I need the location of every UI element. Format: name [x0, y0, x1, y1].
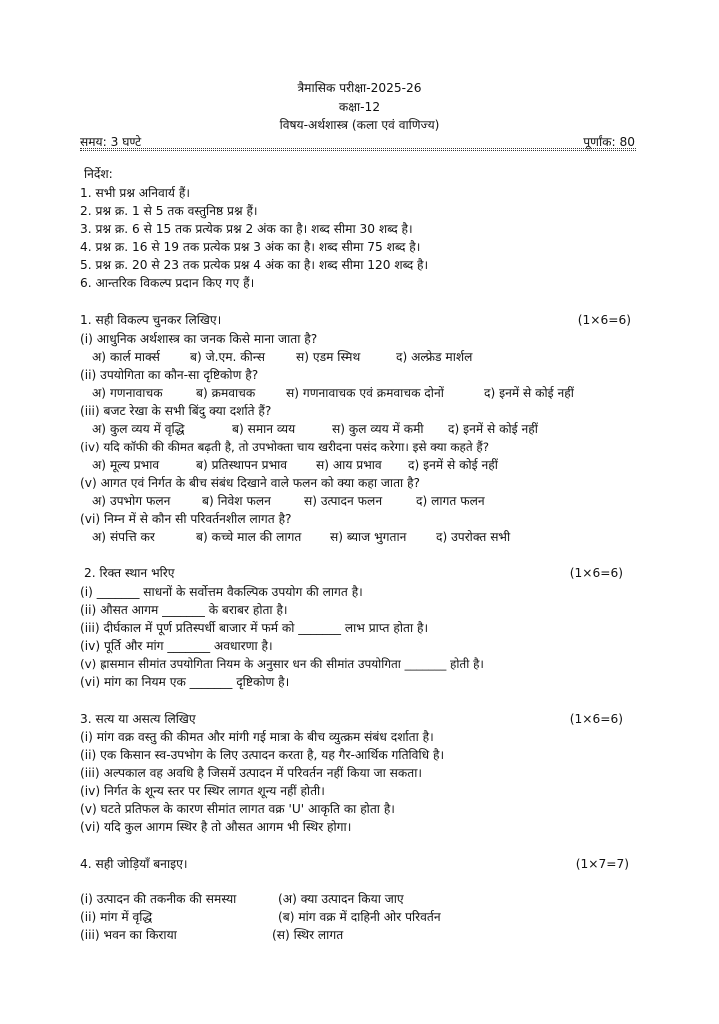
q1-option: ब) कच्चे माल की लागत — [196, 530, 302, 544]
q2-item: (v) ह्रासमान सीमांत उपयोगिता नियम के अनुसार धन की सीमांत उपयोगिता _______ होती है। — [80, 657, 484, 671]
q1-option: ब) समान व्यय — [232, 422, 296, 436]
q4-pair-left: (ii) मांग में वृद्धि — [80, 910, 153, 924]
q1-question: (vi) निम्न में से कौन सी परिवर्तनशील लागत है? — [80, 512, 292, 526]
q1-option: द) लागत फलन — [416, 494, 485, 508]
q1-question: (v) आगत एवं निर्गत के बीच संबंध दिखाने वाले फलन को क्या कहा जाता है? — [80, 476, 421, 490]
q1-option: स) ब्याज भुगतान — [330, 530, 407, 544]
q1-option: अ) कार्ल मार्क्स — [92, 350, 160, 364]
q4-pair-left: (iii) भवन का किराया — [80, 928, 177, 942]
q3-item: (iv) निर्गत के शून्य स्तर पर स्थिर लागत शून्य नहीं होती। — [80, 784, 325, 798]
q1-option: ब) क्रमवाचक — [196, 386, 256, 400]
q1-option: अ) मूल्य प्रभाव — [92, 458, 160, 472]
q2-item: (iii) दीर्घकाल में पूर्ण प्रतिस्पर्धी बाजार में फर्म को _______ लाभ प्राप्त होता है। — [80, 621, 429, 635]
exam-title: त्रैमासिक परीक्षा-2025-26 — [297, 81, 422, 95]
instruction-item: 3. प्रश्न क्र. 6 से 15 तक प्रत्येक प्रश्न 2 अंक का है। शब्द सीमा 30 शब्द है। — [80, 222, 413, 236]
q4-pair-right: (ब) मांग वक्र में दाहिनी ओर परिवर्तन — [278, 910, 441, 924]
max-marks-label: पूर्णांक: 80 — [583, 135, 635, 149]
instruction-item: 2. प्रश्न क्र. 1 से 5 तक वस्तुनिष्ठ प्रश्न हैं। — [80, 204, 258, 218]
q1-option: द) इनमें से कोई नहीं — [448, 422, 538, 436]
q1-option: ब) प्रतिस्थापन प्रभाव — [196, 458, 288, 472]
instruction-item: 4. प्रश्न क्र. 16 से 19 तक प्रत्येक प्रश्न 3 अंक का है। शब्द सीमा 75 शब्द है। — [80, 240, 421, 254]
q3-item: (ii) एक किसान स्व-उपभोग के लिए उत्पादन करता है, यह गैर-आर्थिक गतिविधि है। — [80, 748, 445, 762]
q2-item: (vi) मांग का नियम एक _______ दृष्टिकोण है। — [80, 675, 290, 689]
q1-option: स) उत्पादन फलन — [304, 494, 383, 508]
q3-item: (iii) अल्पकाल वह अवधि है जिसमें उत्पादन में परिवर्तन नहीं किया जा सकता। — [80, 766, 422, 780]
header-divider-2 — [80, 150, 636, 151]
instruction-item: 5. प्रश्न क्र. 20 से 23 तक प्रत्येक प्रश्न 4 अंक का है। शब्द सीमा 120 शब्द है। — [80, 258, 429, 272]
q2-item: (i) _______ साधनों के सर्वोत्तम वैकल्पिक उपयोग की लागत है। — [80, 585, 363, 599]
q4-title: 4. सही जोड़ियाँ बनाइए। — [80, 857, 188, 871]
q1-question: (iii) बजट रेखा के सभी बिंदु क्या दर्शाते हैं? — [80, 404, 272, 418]
q2-marks: (1×6=6) — [569, 566, 623, 580]
q4-pair-left: (i) उत्पादन की तकनीक की समस्या — [80, 892, 237, 906]
q3-item: (vi) यदि कुल आगम स्थिर है तो औसत आगम भी स्थिर होगा। — [80, 820, 352, 834]
q3-item: (i) मांग वक्र वस्तु की कीमत और मांगी गई मात्रा के बीच व्युत्क्रम संबंध दर्शाता है। — [80, 730, 434, 744]
q1-option: द) इनमें से कोई नहीं — [484, 386, 574, 400]
q1-question: (iv) यदि कॉफी की कीमत बढ़ती है, तो उपभोक्ता चाय खरीदना पसंद करेगा। इसे क्या कहते हैं? — [80, 440, 490, 454]
q1-option: द) इनमें से कोई नहीं — [408, 458, 498, 472]
q4-marks: (1×7=7) — [575, 857, 629, 871]
q1-option: अ) कुल व्यय में वृद्धि — [92, 422, 185, 436]
q1-option: स) कुल व्यय में कमी — [332, 422, 424, 436]
instruction-item: 6. आन्तरिक विकल्प प्रदान किए गए हैं। — [80, 276, 255, 290]
time-label: समय: 3 घण्टे — [80, 135, 142, 149]
subject-label: विषय-अर्थशास्त्र (कला एवं वाणिज्य) — [279, 118, 440, 132]
q1-option: स) गणनावाचक एवं क्रमवाचक दोनों — [286, 386, 444, 400]
q1-title: 1. सही विकल्प चुनकर लिखिए। — [80, 313, 222, 327]
class-label: कक्षा-12 — [338, 100, 381, 114]
q1-marks: (1×6=6) — [577, 313, 631, 327]
q1-option: द) अल्फ्रेड मार्शल — [396, 350, 473, 364]
q1-option: द) उपरोक्त सभी — [436, 530, 511, 544]
q3-title: 3. सत्य या असत्य लिखिए — [80, 712, 196, 726]
q2-item: (ii) औसत आगम _______ के बराबर होता है। — [80, 603, 288, 617]
q1-option: ब) निवेश फलन — [202, 494, 271, 508]
header-divider — [80, 148, 636, 149]
q3-item: (v) घटते प्रतिफल के कारण सीमांत लागत वक्र 'U' आकृति का होता है। — [80, 802, 395, 816]
q1-question: (i) आधुनिक अर्थशास्त्र का जनक किसे माना जाता है? — [80, 332, 318, 346]
q1-option: अ) गणनावाचक — [92, 386, 163, 400]
instructions-title: निर्देश: — [84, 167, 113, 181]
q1-option: अ) संपत्ति कर — [92, 530, 155, 544]
q1-option: ब) जे.एम. कीन्स — [190, 350, 265, 364]
q3-marks: (1×6=6) — [569, 712, 623, 726]
q2-item: (iv) पूर्ति और मांग _______ अवधारणा है। — [80, 639, 273, 653]
q1-option: स) आय प्रभाव — [316, 458, 382, 472]
instruction-item: 1. सभी प्रश्न अनिवार्य हैं। — [80, 186, 190, 200]
q2-title: 2. रिक्त स्थान भरिए — [84, 566, 175, 580]
q1-option: स) एडम स्मिथ — [296, 350, 361, 364]
q4-pair-right: (अ) क्या उत्पादन किया जाए — [278, 892, 404, 906]
q1-option: अ) उपभोग फलन — [92, 494, 171, 508]
q4-pair-right: (स) स्थिर लागत — [272, 928, 344, 942]
q1-question: (ii) उपयोगिता का कौन-सा दृष्टिकोण है? — [80, 368, 259, 382]
